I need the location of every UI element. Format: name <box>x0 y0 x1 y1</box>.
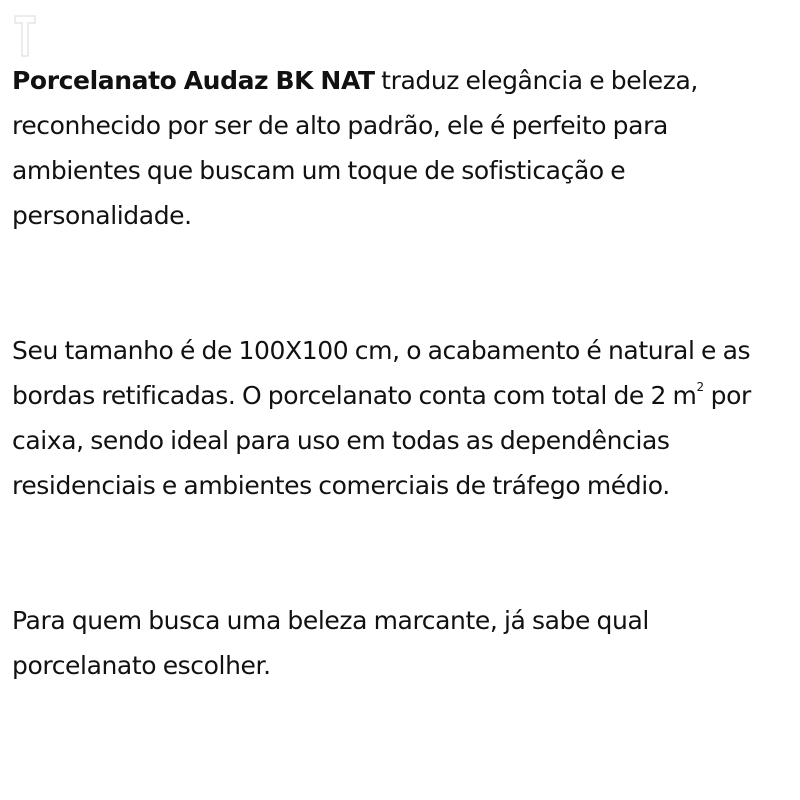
product-description <box>12 58 782 688</box>
intro-text: traduz elegância e beleza, reconhecido por ser de alto padrão, ele é perfeito para ambientes que buscam um toque de sofisticação e personalidade. <box>12 66 698 230</box>
description-paragraph-specs <box>12 328 782 508</box>
closing-text: Para quem busca uma beleza marcante, já sabe qual porcelanato escolher. <box>12 606 649 680</box>
brand-logo-t-icon <box>14 14 36 58</box>
letter-t-outline-icon <box>14 14 36 58</box>
description-paragraph-intro <box>12 58 782 238</box>
specs-text-part2: por caixa, sendo ideal para uso em todas as dependências residenciais e ambientes comerciais de tráfego médio. <box>12 381 751 500</box>
description-paragraph-closing <box>12 598 782 688</box>
product-name: Porcelanato Audaz BK NAT <box>12 66 375 95</box>
square-meter-superscript: 2 <box>696 380 705 394</box>
specs-text-part1: Seu tamanho é de 100X100 cm, o acabamento é natural e as bordas retificadas. O porcelanato conta com total de 2 m <box>12 336 751 410</box>
